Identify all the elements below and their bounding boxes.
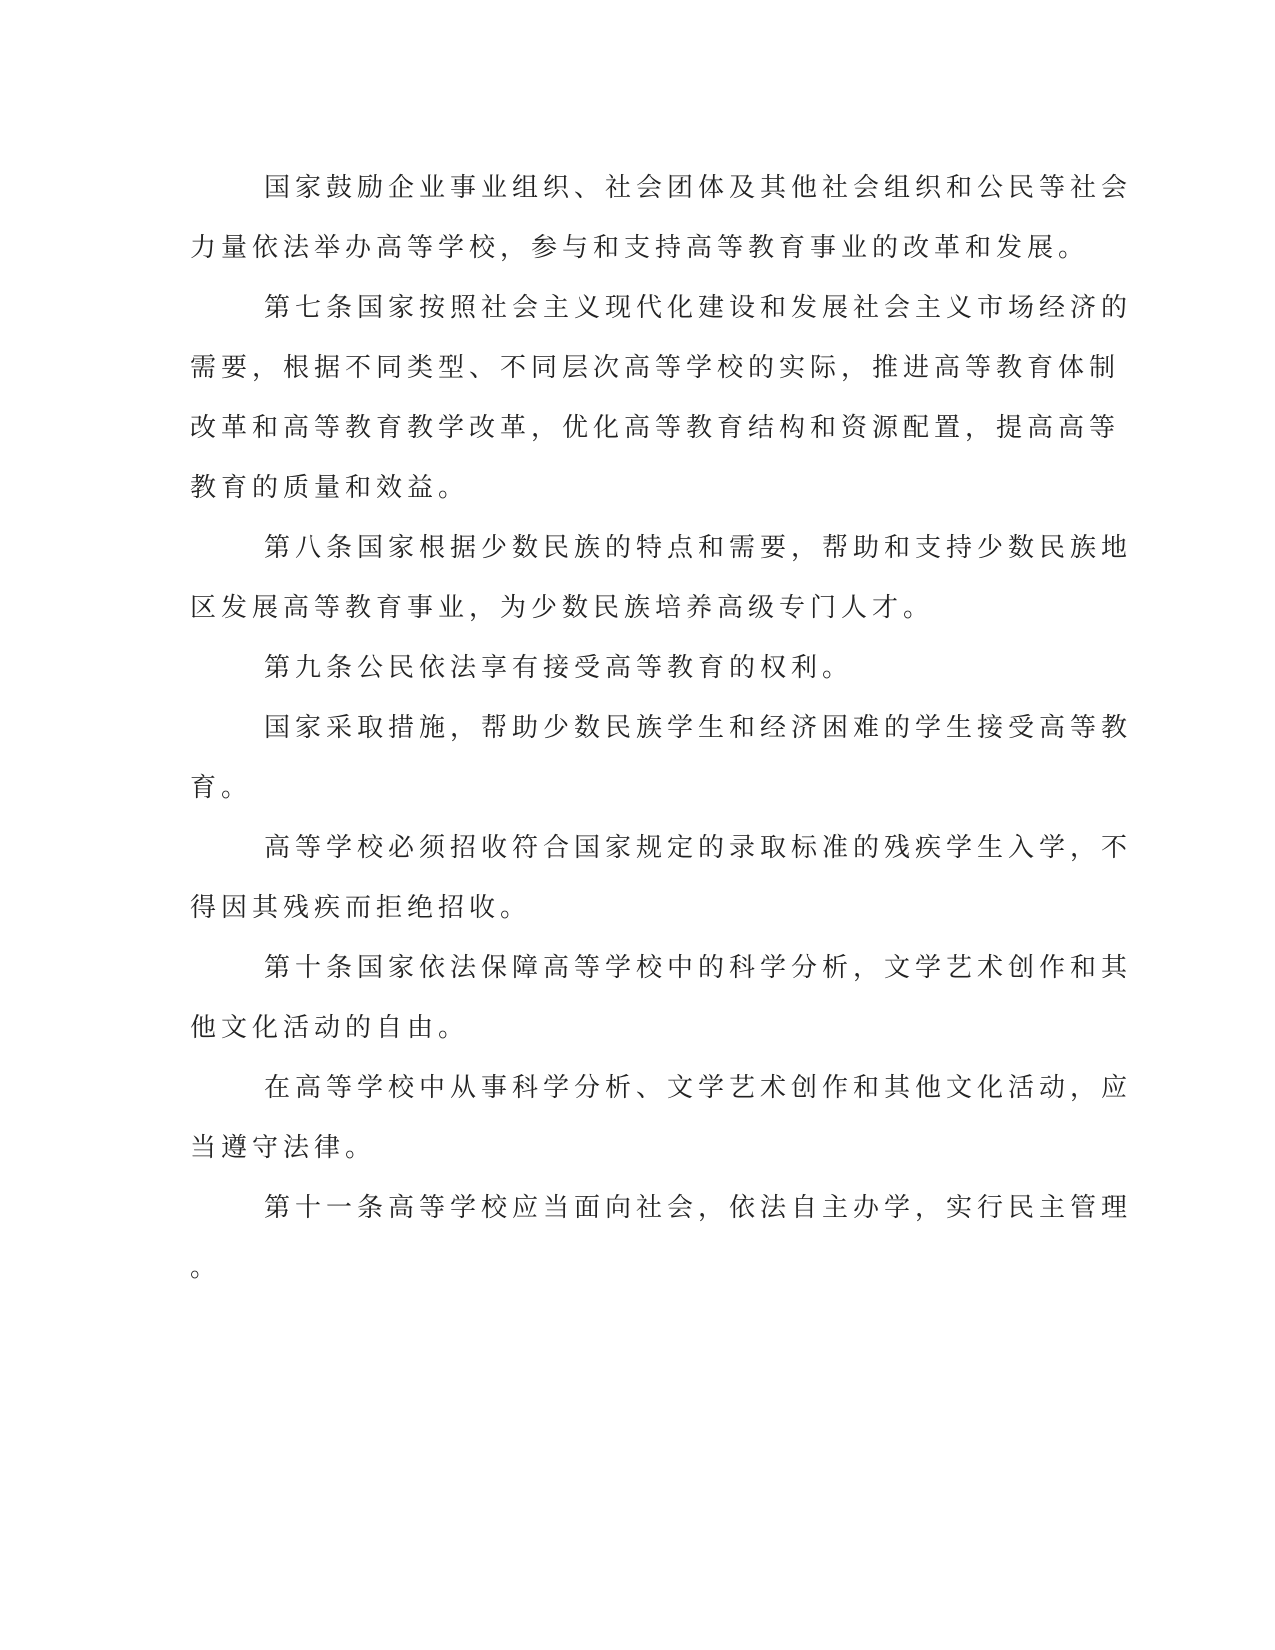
paragraph-line: 当遵守法律。	[190, 1133, 377, 1163]
paragraph-9-article-11	[190, 1178, 1133, 1298]
paragraph-7-article-10	[190, 938, 1133, 1058]
paragraph-2-article-7	[190, 278, 1133, 518]
paragraph-line: 国家采取措施，帮助少数民族学生和经济困难的学生接受高等教	[264, 713, 1133, 743]
paragraph-8	[190, 1058, 1133, 1178]
paragraph-line: 第七条国家按照社会主义现代化建设和发展社会主义市场经济的	[264, 293, 1133, 323]
paragraph-line: 在高等学校中从事科学分析、文学艺术创作和其他文化活动，应	[264, 1073, 1133, 1103]
paragraph-line: 教育的质量和效益。	[190, 473, 470, 503]
document-body	[190, 158, 1133, 1298]
paragraph-line: 改革和高等教育教学改革，优化高等教育结构和资源配置，提高高等	[190, 413, 1121, 443]
paragraph-line: 第十条国家依法保障高等学校中的科学分析，文学艺术创作和其	[264, 953, 1133, 983]
paragraph-6	[190, 818, 1133, 938]
paragraph-line: 得因其残疾而拒绝招收。	[190, 893, 532, 923]
paragraph-line: 他文化活动的自由。	[190, 1013, 470, 1043]
paragraph-line: 。	[190, 1253, 222, 1283]
paragraph-line: 高等学校必须招收符合国家规定的录取标准的残疾学生入学，不	[264, 833, 1133, 863]
paragraph-5	[190, 698, 1133, 818]
paragraph-line: 需要，根据不同类型、不同层次高等学校的实际，推进高等教育体制	[190, 353, 1121, 383]
paragraph-1	[190, 158, 1133, 278]
paragraph-line: 第九条公民依法享有接受高等教育的权利。	[264, 653, 854, 683]
paragraph-3-article-8	[190, 518, 1133, 638]
paragraph-line: 区发展高等教育事业，为少数民族培养高级专门人才。	[190, 593, 935, 623]
paragraph-line: 第十一条高等学校应当面向社会，依法自主办学，实行民主管理	[264, 1193, 1133, 1223]
paragraph-line: 第八条国家根据少数民族的特点和需要，帮助和支持少数民族地	[264, 533, 1133, 563]
paragraph-4-article-9	[190, 638, 1080, 698]
paragraph-line: 育。	[190, 773, 253, 803]
paragraph-line: 国家鼓励企业事业组织、社会团体及其他社会组织和公民等社会	[264, 173, 1133, 203]
paragraph-line: 力量依法举办高等学校，参与和支持高等教育事业的改革和发展。	[190, 233, 1090, 263]
